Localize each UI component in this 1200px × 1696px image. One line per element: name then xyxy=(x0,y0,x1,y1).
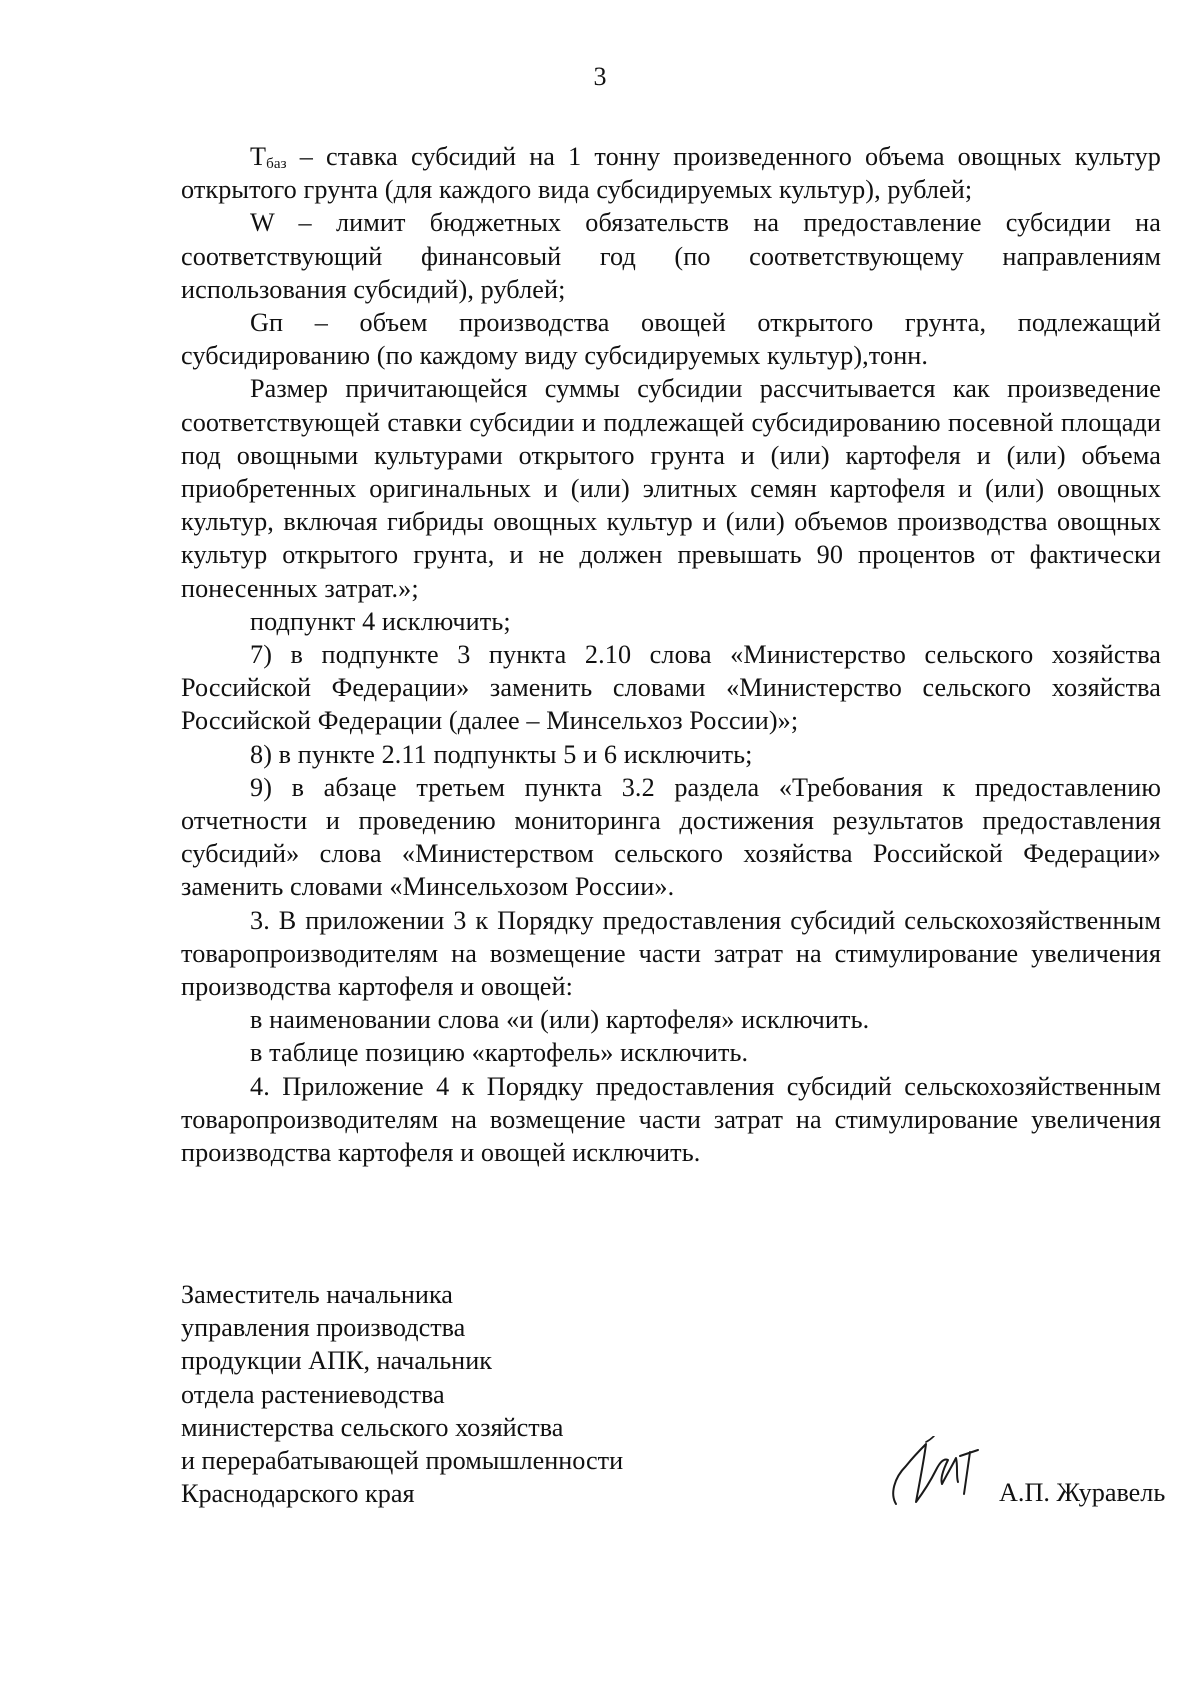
t-baz-symbol: T xyxy=(250,142,267,171)
document-body xyxy=(181,140,1161,1169)
signer-title-line: Краснодарского края xyxy=(181,1479,415,1509)
paragraph-item-9: 9) в абзаце третьем пункта 3.2 раздела «Требования к предоставлению отчетности и проведению мониторинга достижения результатов предоставления субсидий» слова «Министерством сельского хозяйства Российской Федерации» заменить словами «Минсельхозом России». xyxy=(181,772,1161,902)
paragraph-t-baz xyxy=(181,140,1161,206)
paragraph-section-3: 3. В приложении 3 к Порядку предоставления субсидий сельскохозяйственным товаропроизводителям на возмещение части затрат на стимулирование увеличения производства картофеля и овощей: xyxy=(181,905,1161,1002)
signature-block xyxy=(181,1278,1166,1518)
paragraph-table-change: в таблице позицию «картофель» исключить. xyxy=(250,1038,749,1068)
paragraph-subsidy-amount: Размер причитающейся суммы субсидии рассчитывается как произведение соответствующей ставки субсидии и подлежащей субсидированию посевной площади под овощными культурами открытого грунта и (или) картофеля и (или) объема приобретенных оригинальных и (или) элитных семян картофеля и (или) овощных культур, включая гибриды овощных культур и (или) объемов производства овощных культур открытого грунта, и не должен превышать 90 процентов от фактически понесенных затрат.»; xyxy=(181,374,1161,603)
t-baz-subscript: баз xyxy=(266,156,287,172)
handwritten-signature xyxy=(886,1436,996,1516)
paragraph-name-change: в наименовании слова «и (или) картофеля» исключить. xyxy=(250,1005,870,1035)
signer-title-line: министерства сельского хозяйства xyxy=(181,1412,564,1442)
signer-title-line: Заместитель начальника xyxy=(181,1280,453,1309)
signer-title-line: управления производства xyxy=(181,1313,466,1343)
page-number: 3 xyxy=(593,62,607,91)
signer-title xyxy=(181,1278,623,1510)
signer-title-line: продукции АПК, начальник xyxy=(181,1346,492,1376)
paragraph-gp-volume: Gп – объем производства овощей открытого грунта, подлежащий субсидированию (по каждому виду субсидируемых культур),тонн. xyxy=(181,308,1161,371)
paragraph-item-7: 7) в подпункте 3 пункта 2.10 слова «Министерство сельского хозяйства Российской Федерации» заменить словами «Министерство сельского хозяйства Российской Федерации (далее – Минсельхоз России)»; xyxy=(181,640,1161,736)
paragraph-section-4: 4. Приложение 4 к Порядку предоставления субсидий сельскохозяйственным товаропроизводителям на возмещение части затрат на стимулирование увеличения производства картофеля и овощей исключить. xyxy=(181,1071,1161,1168)
paragraph-w-limit: W – лимит бюджетных обязательств на предоставление субсидии на соответствующий финансовый год (по соответствующему направлениям использования субсидий), рублей; xyxy=(181,208,1161,304)
paragraph-item-8: 8) в пункте 2.11 подпункты 5 и 6 исключить; xyxy=(250,739,753,769)
signer-title-line: отдела растениеводства xyxy=(181,1379,445,1409)
t-baz-definition: – ставка субсидий на 1 тонну произведенного объема овощных культур открытого грунта (для каждого вида субсидируемых культур), рублей; xyxy=(181,142,1161,205)
signer-title-line: и перерабатывающей промышленности xyxy=(181,1446,624,1476)
paragraph-subitem-4: подпункт 4 исключить; xyxy=(250,606,511,636)
signer-name: А.П. Журавель xyxy=(999,1478,1166,1507)
